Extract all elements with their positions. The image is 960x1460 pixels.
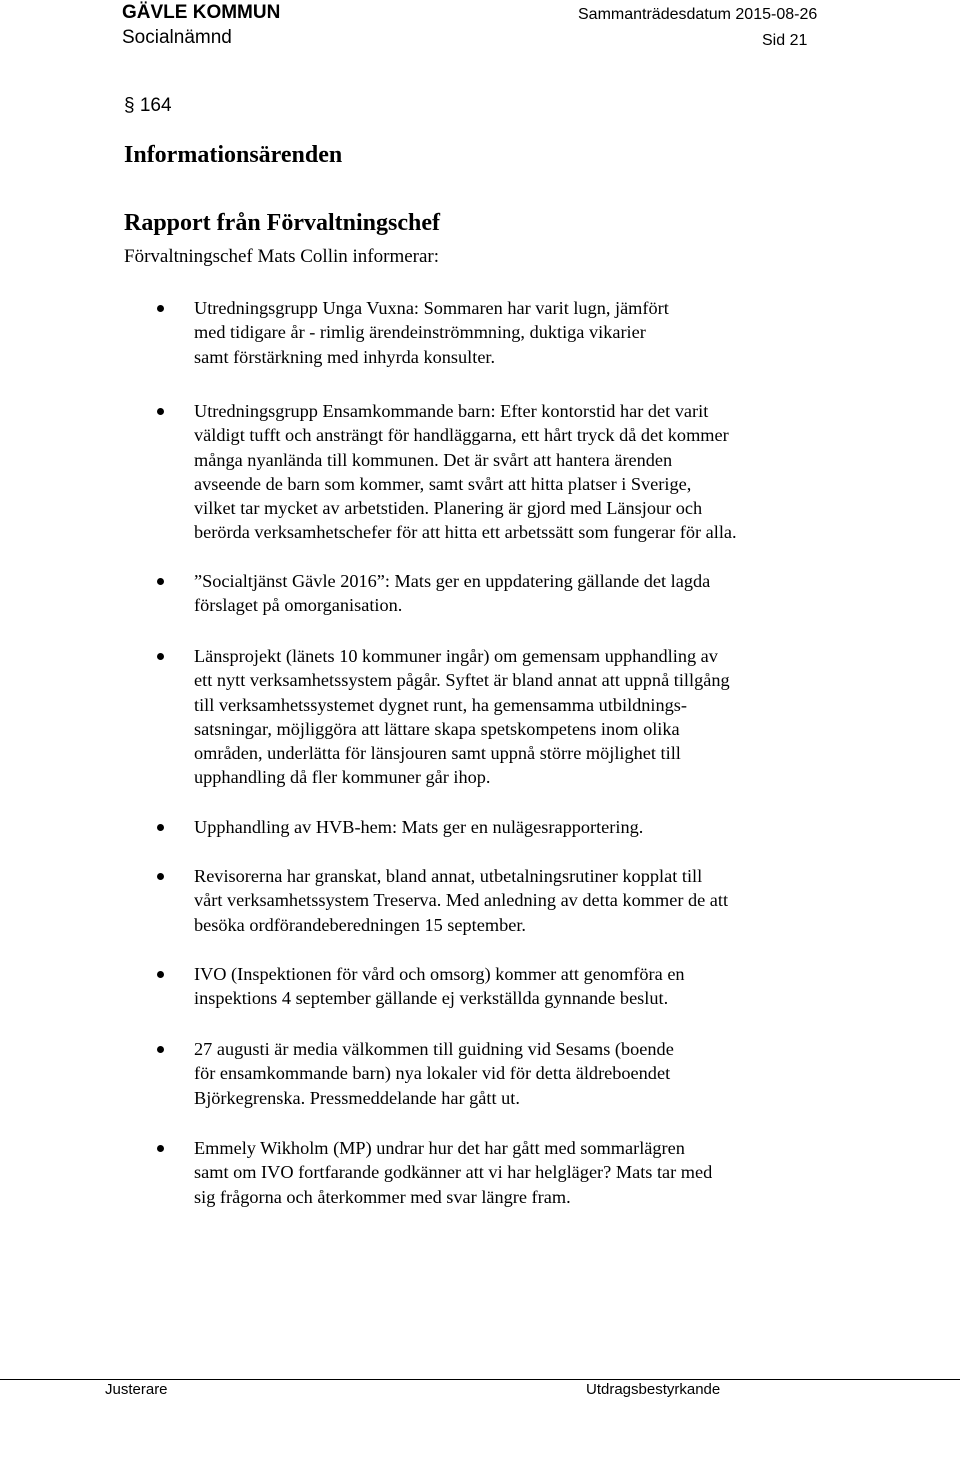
- list-item-line: vårt verksamhetssystem Treserva. Med anledning av detta kommer de att: [194, 890, 729, 911]
- list-item-line: inspektions 4 september gällande ej verkställda gynnande beslut.: [194, 988, 669, 1009]
- bullet-icon: [157, 824, 164, 831]
- bullet-icon: [157, 873, 164, 880]
- list-item: [194, 962, 834, 1011]
- list-item-line: till verksamhetssystemet dygnet runt, ha gemensamma utbildnings-: [194, 694, 687, 715]
- list-item-line: 27 augusti är media välkommen till guidning vid Sesams (boende: [194, 1039, 674, 1059]
- list-item-line: berörda verksamhetschefer för att hitta ett arbetssätt som fungerar för alla.: [194, 522, 737, 543]
- list-item: [194, 644, 834, 790]
- list-item-line: sig frågorna och återkommer med svar längre fram.: [194, 1186, 571, 1207]
- list-item: [194, 296, 834, 369]
- list-item-line: Upphandling av HVB-hem: Mats ger en nulägesrapportering.: [194, 817, 644, 837]
- list-item-line: samt förstärkning med inhyrda konsulter.: [194, 346, 496, 367]
- list-item-line: besöka ordförandeberedningen 15 september.: [194, 914, 526, 935]
- list-item-line: ”Socialtjänst Gävle 2016”: Mats ger en uppdatering gällande det lagda: [194, 571, 711, 591]
- paragraph-number: § 164: [124, 95, 172, 116]
- bullet-icon: [157, 653, 164, 660]
- bullet-icon: [157, 1145, 164, 1152]
- list-item-line: med tidigare år - rimlig ärendeinströmmning, duktiga vikarier: [194, 322, 646, 343]
- bullet-icon: [157, 305, 164, 312]
- list-item: [194, 1037, 834, 1110]
- page-number: Sid 21: [762, 32, 808, 49]
- department-name: Socialnämnd: [122, 27, 232, 48]
- list-item-line: Björkegrenska. Pressmeddelande har gått ut.: [194, 1087, 520, 1108]
- list-item-line: Revisorerna har granskat, bland annat, utbetalningsrutiner kopplat till: [194, 866, 703, 886]
- list-item-line: avseende de barn som kommer, samt svårt att hitta platser i Sverige,: [194, 473, 692, 494]
- footer-signer-label: Justerare: [105, 1381, 168, 1398]
- list-item-line: vilket tar mycket av arbetstiden. Planering är gjord med Länsjour och: [194, 498, 703, 519]
- meeting-date: Sammanträdesdatum 2015-08-26: [578, 6, 818, 23]
- bullet-icon: [157, 578, 164, 585]
- list-item: [194, 569, 834, 618]
- list-item-line: många nyanlända till kommunen. Det är svårt att hantera ärenden: [194, 449, 673, 470]
- list-item-line: Utredningsgrupp Ensamkommande barn: Efter kontorstid har det varit: [194, 401, 709, 421]
- footer-divider: [0, 1379, 960, 1380]
- bullet-icon: [157, 408, 164, 415]
- organization-name: GÄVLE KOMMUN: [122, 2, 281, 23]
- footer-certification-label: Utdragsbestyrkande: [586, 1381, 721, 1398]
- list-item-line: samt om IVO fortfarande godkänner att vi har helgläger? Mats tar med: [194, 1162, 713, 1183]
- list-item: [194, 399, 834, 545]
- list-item-line: väldigt tufft och ansträngt för handläggarna, ett hårt tryck då det kommer: [194, 425, 729, 446]
- list-item-line: Utredningsgrupp Unga Vuxna: Sommaren har varit lugn, jämfört: [194, 298, 669, 318]
- list-item-line: ett nytt verksamhetssystem pågår. Syftet är bland annat att uppnå tillgång: [194, 670, 730, 691]
- intro-text: Förvaltningschef Mats Collin informerar:: [124, 246, 440, 267]
- document-title: Informationsärenden: [124, 142, 343, 168]
- list-item-line: IVO (Inspektionen för vård och omsorg) kommer att genomföra en: [194, 964, 685, 984]
- list-item-line: Länsprojekt (länets 10 kommuner ingår) om gemensam upphandling av: [194, 646, 718, 666]
- list-item: [194, 1136, 834, 1209]
- list-item-line: satsningar, möjliggöra att lättare skapa spetskompetens inom olika: [194, 718, 680, 739]
- list-item-line: Emmely Wikholm (MP) undrar hur det har gått med sommarlägren: [194, 1138, 685, 1158]
- list-item: [194, 864, 834, 937]
- list-item-line: för ensamkommande barn) nya lokaler vid för detta äldreboendet: [194, 1063, 671, 1084]
- list-item-line: förslaget på omorganisation.: [194, 595, 403, 616]
- section-title: Rapport från Förvaltningschef: [124, 210, 440, 236]
- list-item-line: områden, underlätta för länsjouren samt uppnå större möjlighet till: [194, 743, 681, 764]
- bullet-icon: [157, 971, 164, 978]
- list-item: [194, 815, 834, 839]
- bullet-icon: [157, 1046, 164, 1053]
- list-item-line: upphandling då fler kommuner går ihop.: [194, 767, 491, 788]
